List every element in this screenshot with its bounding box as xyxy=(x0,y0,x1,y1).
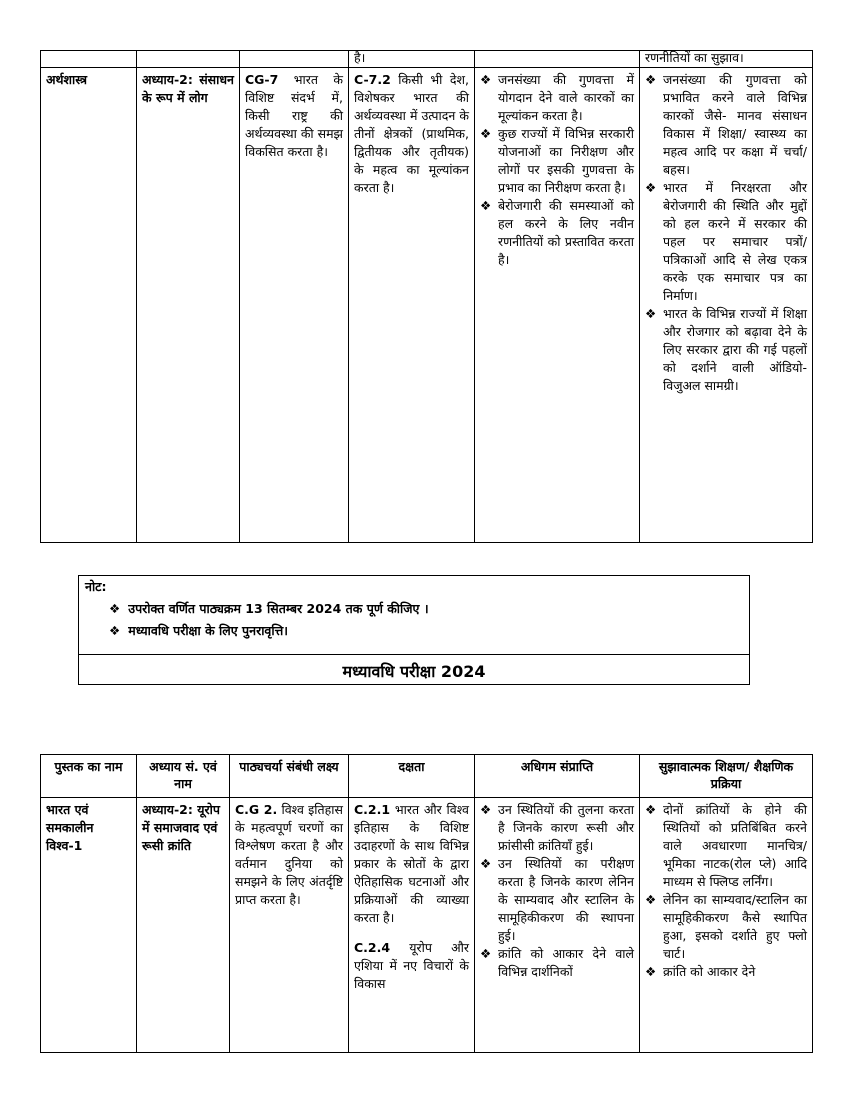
competency-block xyxy=(354,939,469,993)
list-item xyxy=(480,945,634,981)
syllabus-table-history xyxy=(40,754,813,1053)
note-title: नोट: xyxy=(85,579,107,594)
process-text: लेनिन का साम्यवाद/स्टालिन का सामूहिकीकरण कैसे स्थापित हुआ, इसको दर्शाते हुए फ्लो चार्ट। xyxy=(663,892,807,961)
list-item xyxy=(645,305,807,395)
learning-outcomes-cell xyxy=(475,68,640,543)
header-row xyxy=(41,755,813,798)
goal-code: CG-7 xyxy=(245,72,279,87)
syllabus-table-economics xyxy=(40,50,813,543)
curricular-goal-cell xyxy=(230,798,349,1053)
list-item xyxy=(480,125,634,197)
column-header: दक्षता xyxy=(349,755,475,798)
book-name-cell: अर्थशास्त्र xyxy=(41,68,137,543)
process-text: क्रांति को आकार देने xyxy=(663,964,756,979)
pedagogy-cell xyxy=(640,68,813,543)
divider xyxy=(79,654,749,655)
outcome-text: क्रांति को आकार देने वाले विभिन्न दार्शनिकों xyxy=(498,946,634,979)
diamond-bullet-icon: ❖ xyxy=(480,856,492,871)
note-text: उपरोक्त वर्णित पाठ्यक्रम 13 सितम्बर 2024 तक पूर्ण कीजिए । xyxy=(128,601,429,616)
diamond-bullet-icon: ❖ xyxy=(645,306,657,321)
continuation-row xyxy=(41,51,813,68)
goal-code: C.G 2. xyxy=(235,802,278,817)
list-item xyxy=(480,801,634,855)
chapter-cell: अध्याय-2: यूरोप में समाजवाद एवं रूसी क्रांति xyxy=(137,798,230,1053)
outcome-text: उन स्थितियों की तुलना करता है जिनके कारण रूसी और फ्रांसीसी क्रांतियाँ हुई। xyxy=(498,802,634,853)
goal-text: भारत के विशिष्ट संदर्भ में, किसी राष्ट्र की अर्थव्यवस्था की समझ विकसित करता है। xyxy=(245,72,344,159)
list-item xyxy=(645,963,807,981)
competency-text: यूरोप और एशिया में नए विचारों के विकास xyxy=(354,940,469,991)
diamond-bullet-icon: ❖ xyxy=(480,126,492,141)
diamond-bullet-icon: ❖ xyxy=(645,72,657,87)
list-item xyxy=(480,855,634,945)
column-header: अधिगम संप्राप्ति xyxy=(475,755,640,798)
table-row xyxy=(41,798,813,1053)
competency-cell xyxy=(349,68,475,543)
column-header: पाठ्यचर्या संबंधी लक्ष्य xyxy=(230,755,349,798)
competency-text: भारत और विश्व इतिहास के विशिष्ट उदाहरणों के साथ विभिन्न प्रकार के स्रोतों के द्वारा ऐतिहासिक घटनाओं और प्रक्रियाओं की व्याख्या करता है। xyxy=(354,802,469,925)
list-item xyxy=(480,197,634,269)
learning-outcomes-cell xyxy=(475,798,640,1053)
process-text: भारत में निरक्षरता और बेरोजगारी की स्थिति और मुद्दों को हल करने में सरकार की पहल पर समाचार पत्रों/ पत्रिकाओं आदि से लेख एकत्र करके एक समाचार पत्र का निर्माण। xyxy=(663,180,807,303)
column-header: पुस्तक का नाम xyxy=(41,755,137,798)
note-item xyxy=(109,598,429,620)
outcome-text: उन स्थितियों का परीक्षण करता है जिनके कारण लेनिन के साम्यवाद और स्टालिन के सामूहिकीकरण की स्थापना हुई। xyxy=(498,856,634,943)
diamond-bullet-icon: ❖ xyxy=(480,72,492,87)
diamond-bullet-icon: ❖ xyxy=(480,802,492,817)
competency-code: C.2.4 xyxy=(354,940,391,955)
diamond-bullet-icon: ❖ xyxy=(109,601,121,616)
continuation-cell xyxy=(240,51,349,68)
book-name-cell: भारत एवं समकालीन विश्व-1 xyxy=(41,798,137,1053)
process-text: दोनों क्रांतियों के होने की स्थितियों को प्रतिबिंबित करने वाले अवधारणा मानचित्र/ भूमिका नाटक(रोल प्ले) आदि माध्यम से फ्लिप्ड लर्निंग। xyxy=(663,802,807,889)
column-header: सुझावात्मक शिक्षण/ शैक्षणिक प्रक्रिया xyxy=(640,755,813,798)
diamond-bullet-icon: ❖ xyxy=(645,180,657,195)
column-header: अध्याय सं. एवं नाम xyxy=(137,755,230,798)
diamond-bullet-icon: ❖ xyxy=(109,623,121,638)
competency-code: C.2.1 xyxy=(354,802,391,817)
list-item xyxy=(645,801,807,891)
continuation-cell: है। xyxy=(349,51,475,68)
note-text: मध्यावधि परीक्षा के लिए पुनरावृत्ति। xyxy=(128,623,288,638)
continuation-cell xyxy=(41,51,137,68)
list-item xyxy=(645,891,807,963)
goal-text: विश्व इतिहास के महत्वपूर्ण चरणों का विश्लेषण करता है और वर्तमान दुनिया को समझने के लिए अंतर्दृष्टि प्राप्त करता है। xyxy=(235,802,343,907)
continuation-cell xyxy=(475,51,640,68)
competency-code: C-7.2 xyxy=(354,72,391,87)
exam-title: मध्यावधि परीक्षा 2024 xyxy=(342,662,486,681)
diamond-bullet-icon: ❖ xyxy=(645,892,657,907)
diamond-bullet-icon: ❖ xyxy=(480,946,492,961)
outcome-text: जनसंख्या की गुणवत्ता में योगदान देने वाले कारकों का मूल्यांकन करता है। xyxy=(498,72,634,123)
list-item xyxy=(645,71,807,179)
note-item xyxy=(109,620,429,642)
note-list xyxy=(109,598,429,642)
continuation-cell xyxy=(137,51,240,68)
continuation-cell: रणनीतियों का सुझाव। xyxy=(640,51,813,68)
note-box xyxy=(78,575,750,685)
curricular-goal-cell xyxy=(240,68,349,543)
list-item xyxy=(480,71,634,125)
table-row xyxy=(41,68,813,543)
competency-text: किसी भी देश, विशेषकर भारत की अर्थव्यवस्था में उत्पादन के तीनों क्षेत्रकों (प्राथमिक, द्वितीयक और तृतीयक) के महत्व का मूल्यांकन करता है। xyxy=(354,72,469,195)
list-item xyxy=(645,179,807,305)
diamond-bullet-icon: ❖ xyxy=(645,802,657,817)
pedagogy-cell xyxy=(640,798,813,1053)
outcome-text: बेरोजगारी की समस्याओं को हल करने के लिए नवीन रणनीतियों को प्रस्तावित करता है। xyxy=(498,198,634,267)
competency-cell xyxy=(349,798,475,1053)
competency-block xyxy=(354,801,469,927)
chapter-cell: अध्याय-2: संसाधन के रूप में लोग xyxy=(137,68,240,543)
outcome-text: कुछ राज्यों में विभिन्न सरकारी योजनाओं का निरीक्षण और लोगों पर इसकी गुणवत्ता के प्रभाव का निरीक्षण करता है। xyxy=(498,126,634,195)
process-text: जनसंख्या की गुणवत्ता को प्रभावित करने वाले विभिन्न कारकों जैसे- मानव संसाधन विकास में शिक्षा/ स्वास्थ्य का महत्व आदि पर कक्षा में चर्चा/बहस। xyxy=(663,72,807,177)
diamond-bullet-icon: ❖ xyxy=(480,198,492,213)
process-text: भारत के विभिन्न राज्यों में शिक्षा और रोजगार को बढ़ावा देने के लिए सरकार द्वारा की गई पहलों को दर्शाने वाली ऑडियो-विजुअल सामग्री। xyxy=(663,306,807,393)
diamond-bullet-icon: ❖ xyxy=(645,964,657,979)
